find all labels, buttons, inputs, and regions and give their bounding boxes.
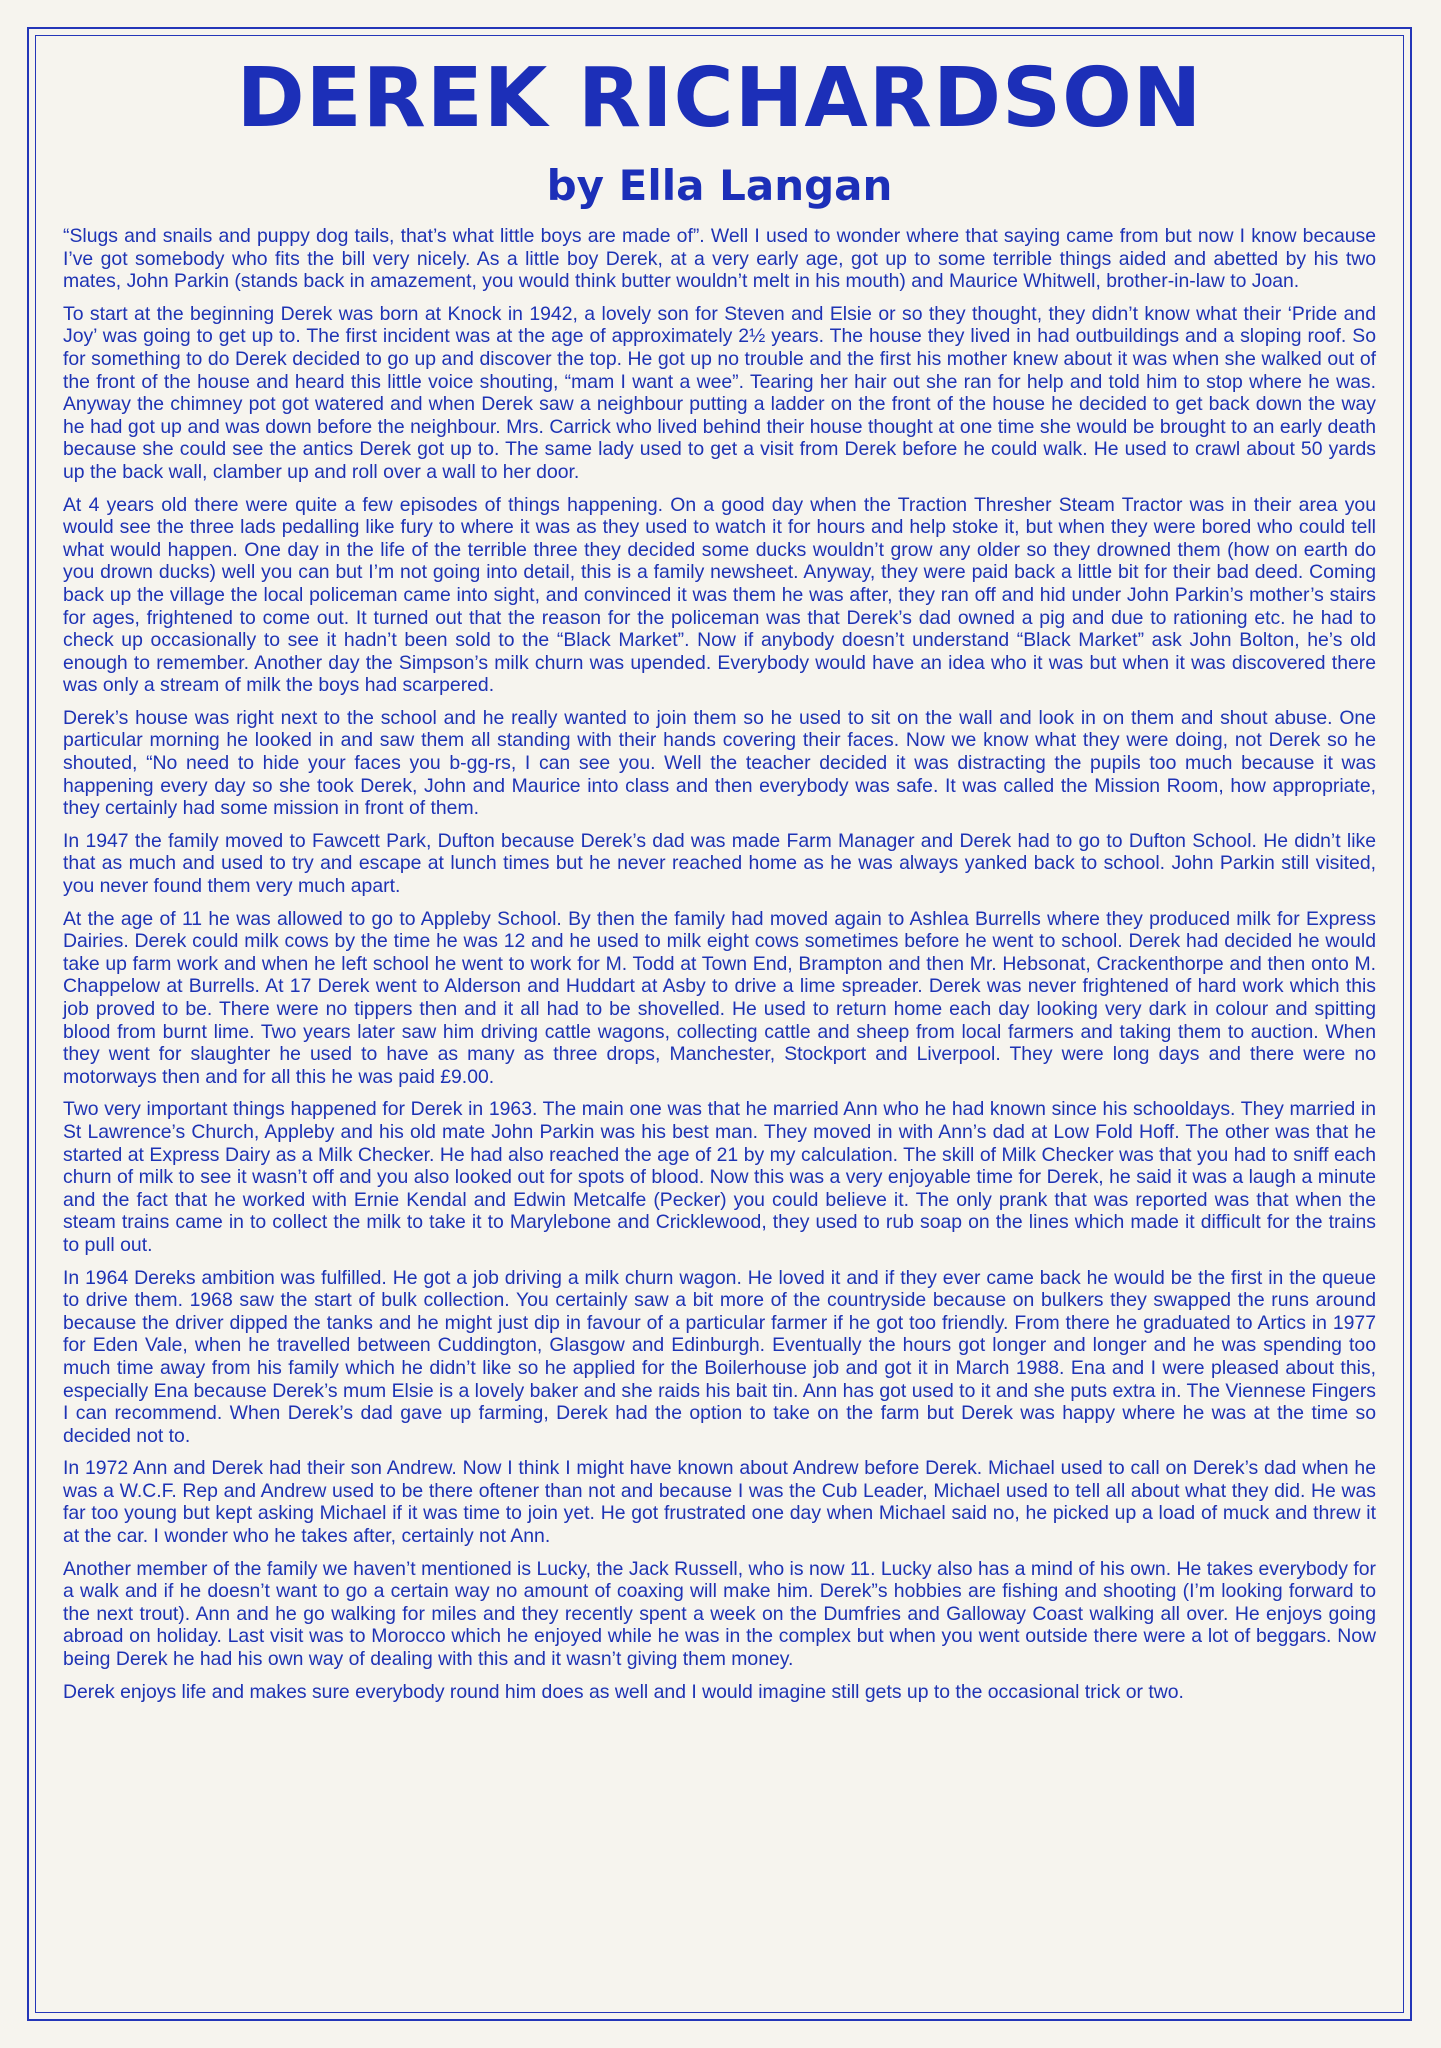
paragraph: In 1964 Dereks ambition was fulfilled. He got a job driving a milk churn wagon. He loved it and if they ever came back he would be the first in the queue to drive them. 1968 saw the start of bulk collection. You certainly saw a bit more of the countryside because on bulkers they swapped the runs around because the driver dipped the tanks and he might just dip in favour of a particular farmer if he got too friendly. From there he graduated to Artics in 1977 for Eden Vale, when he travelled between Cuddington, Glasgow and Edinburgh. Eventually the hours got longer and longer and he was spending too much time away from his family which he didn’t like so he applied for the Boilerhouse job and got it in March 1988. Ena and I were pleased about this, especially Ena because Derek’s mum Elsie is a lovely baker and she raids his bait tin. Ann has got used to it and she puts extra in. The Viennese Fingers I can recommend. When Derek’s dad gave up farming, Derek had the option to take on the farm but Derek was happy where he was at the time so decided not to.	[63, 1266, 1376, 1447]
paragraph: “Slugs and snails and puppy dog tails, that’s what little boys are made of”. Well I used to wonder where that saying came from but now I know because I’ve got somebody who fits the bill very nicely. As a little boy Derek, at a very early age, got up to some terrible things aided and abetted by his two mates, John Parkin (stands back in amazement, you would think butter wouldn’t melt in his mouth) and Maurice Whitwell, brother-in-law to Joan.	[63, 225, 1376, 293]
article-title: DEREK RICHARDSON	[236, 51, 1203, 146]
paragraph: To start at the beginning Derek was born at Knock in 1942, a lovely son for Steven and Elsie or so they thought, they didn’t know what their ‘Pride and Joy’ was going to get up to. The first incident was at the age of approximately 2½ years. The house they lived in had outbuildings and a sloping roof. So for something to do Derek decided to go up and discover the top. He got up no trouble and the first his mother knew about it was when she walked out of the front of the house and heard this little voice shouting, “mam I want a wee”. Tearing her hair out she ran for help and told him to stop where he was. Anyway the chimney pot got watered and when Derek saw a neighbour putting a ladder on the front of the house he decided to get back down the way he had got up and was down before the neighbour. Mrs. Carrick who lived behind their house thought at one time she would be brought to an early death because she could see the antics Derek got up to. The same lady used to get a visit from Derek before he could walk. He used to crawl about 50 yards up the back wall, clamber up and roll over a wall to her door.	[63, 302, 1376, 483]
paragraph: Derek enjoys life and makes sure everybody round him does as well and I would imagine still gets up to the occasional trick or two.	[63, 1680, 1184, 1703]
page-border	[35, 35, 1404, 2013]
article-byline: by Ella Langan	[546, 161, 893, 210]
paragraph: At 4 years old there were quite a few episodes of things happening. On a good day when the Traction Thresher Steam Tractor was in their area you would see the three lads pedalling like fury to where it was as they used to watch it for hours and help stoke it, but when they were bored who could tell what would happen. One day in the life of the terrible three they decided some ducks wouldn’t grow any older so they drowned them (how on earth do you drown ducks) well you can but I’m not going into detail, this is a family newsheet. Anyway, they were paid back a little bit for their bad deed. Coming back up the village the local policeman came into sight, and convinced it was them he was after, they ran off and hid under John Parkin’s mother’s stairs for ages, frightened to come out. It turned out that the reason for the policeman was that Derek’s dad owned a pig and due to rationing etc. he had to check up occasionally to see it hadn’t been sold to the “Black Market”. Now if anybody doesn’t understand “Black Market” ask John Bolton, he’s old enough to remember. Another day the Simpson’s milk churn was upended. Everybody would have an idea who it was but when it was discovered there was only a stream of milk the boys had scarpered.	[63, 493, 1376, 697]
paragraph: Another member of the family we haven’t mentioned is Lucky, the Jack Russell, who is now 11. Lucky also has a mind of his own. He takes everybody for a walk and if he doesn’t want to go a certain way no amount of coaxing will make him. Derek”s hobbies are fishing and shooting (I’m looking forward to the next trout). Ann and he go walking for miles and they recently spent a week on the Dumfries and Galloway Coast walking all over. He enjoys going abroad on holiday. Last visit was to Morocco which he enjoyed while he was in the complex but when you went outside there were a lot of beggars. Now being Derek he had his own way of dealing with this and it wasn’t giving them money.	[63, 1557, 1376, 1671]
paragraph: In 1972 Ann and Derek had their son Andrew. Now I think I might have known about Andrew before Derek. Michael used to call on Derek’s dad when he was a W.C.F. Rep and Andrew used to be there oftener than not and because I was the Cub Leader, Michael used to tell all about what they did. He was far too young but kept asking Michael if it was time to join yet. He got frustrated one day when Michael said no, he picked up a load of muck and threw it at the car. I wonder who he takes after, certainly not Ann.	[63, 1457, 1376, 1548]
article-page	[27, 27, 1412, 2021]
paragraph: At the age of 11 he was allowed to go to Appleby School. By then the family had moved again to Ashlea Burrells where they produced milk for Express Dairies. Derek could milk cows by the time he was 12 and he used to milk eight cows sometimes before he went to school. Derek had decided he would take up farm work and when he left school he went to work for M. Todd at Town End, Brampton and then Mr. Hebsonat, Crackenthorpe and then onto M. Chappelow at Burrells. At 17 Derek went to Alderson and Huddart at Asby to drive a lime spreader. Derek was never frightened of hard work which this job proved to be. There were no tippers then and it all had to be shovelled. He used to return home each day looking very dark in colour and spitting blood from burnt lime. Two years later saw him driving cattle wagons, collecting cattle and sheep from local farmers and taking them to auction. When they went for slaughter he used to have as many as three drops, Manchester, Stockport and Liverpool. They were long days and there were no motorways then and for all this he was paid £9.00.	[63, 907, 1376, 1088]
paragraph: Two very important things happened for Derek in 1963. The main one was that he married Ann who he had known since his schooldays. They married in St Lawrence’s Church, Appleby and his old mate John Parkin was his best man. They moved in with Ann’s dad at Low Fold Hoff. The other was that he started at Express Dairy as a Milk Checker. He had also reached the age of 21 by my calculation. The skill of Milk Checker was that you had to sniff each churn of milk to see it wasn’t off and you also looked out for spots of blood. Now this was a very enjoyable time for Derek, he said it was a laugh a minute and the fact that he worked with Ernie Kendal and Edwin Metcalfe (Pecker) you could believe it. The only prank that was reported was that when the steam trains came in to collect the milk to take it to Marylebone and Cricklewood, they used to rub soap on the lines which made it difficult for the trains to pull out.	[63, 1098, 1376, 1256]
paragraph: In 1947 the family moved to Fawcett Park, Dufton because Derek’s dad was made Farm Manager and Derek had to go to Dufton School. He didn’t like that as much and used to try and escape at lunch times but he never reached home as he was always yanked back to school. John Parkin still visited, you never found them very much apart.	[63, 829, 1376, 898]
paragraph: Derek’s house was right next to the school and he really wanted to join them so he used to sit on the wall and look in on them and shout abuse. One particular morning he looked in and saw them all standing with their hands covering their faces. Now we know what they were doing, not Derek so he shouted, “No need to hide your faces you b-gg-rs, I can see you. Well the teacher decided it was distracting the pupils too much because it was happening every day so she took Derek, John and Maurice into class and then everybody was safe. It was called the Mission Room, how appropriate, they certainly had some mission in front of them.	[63, 706, 1376, 820]
